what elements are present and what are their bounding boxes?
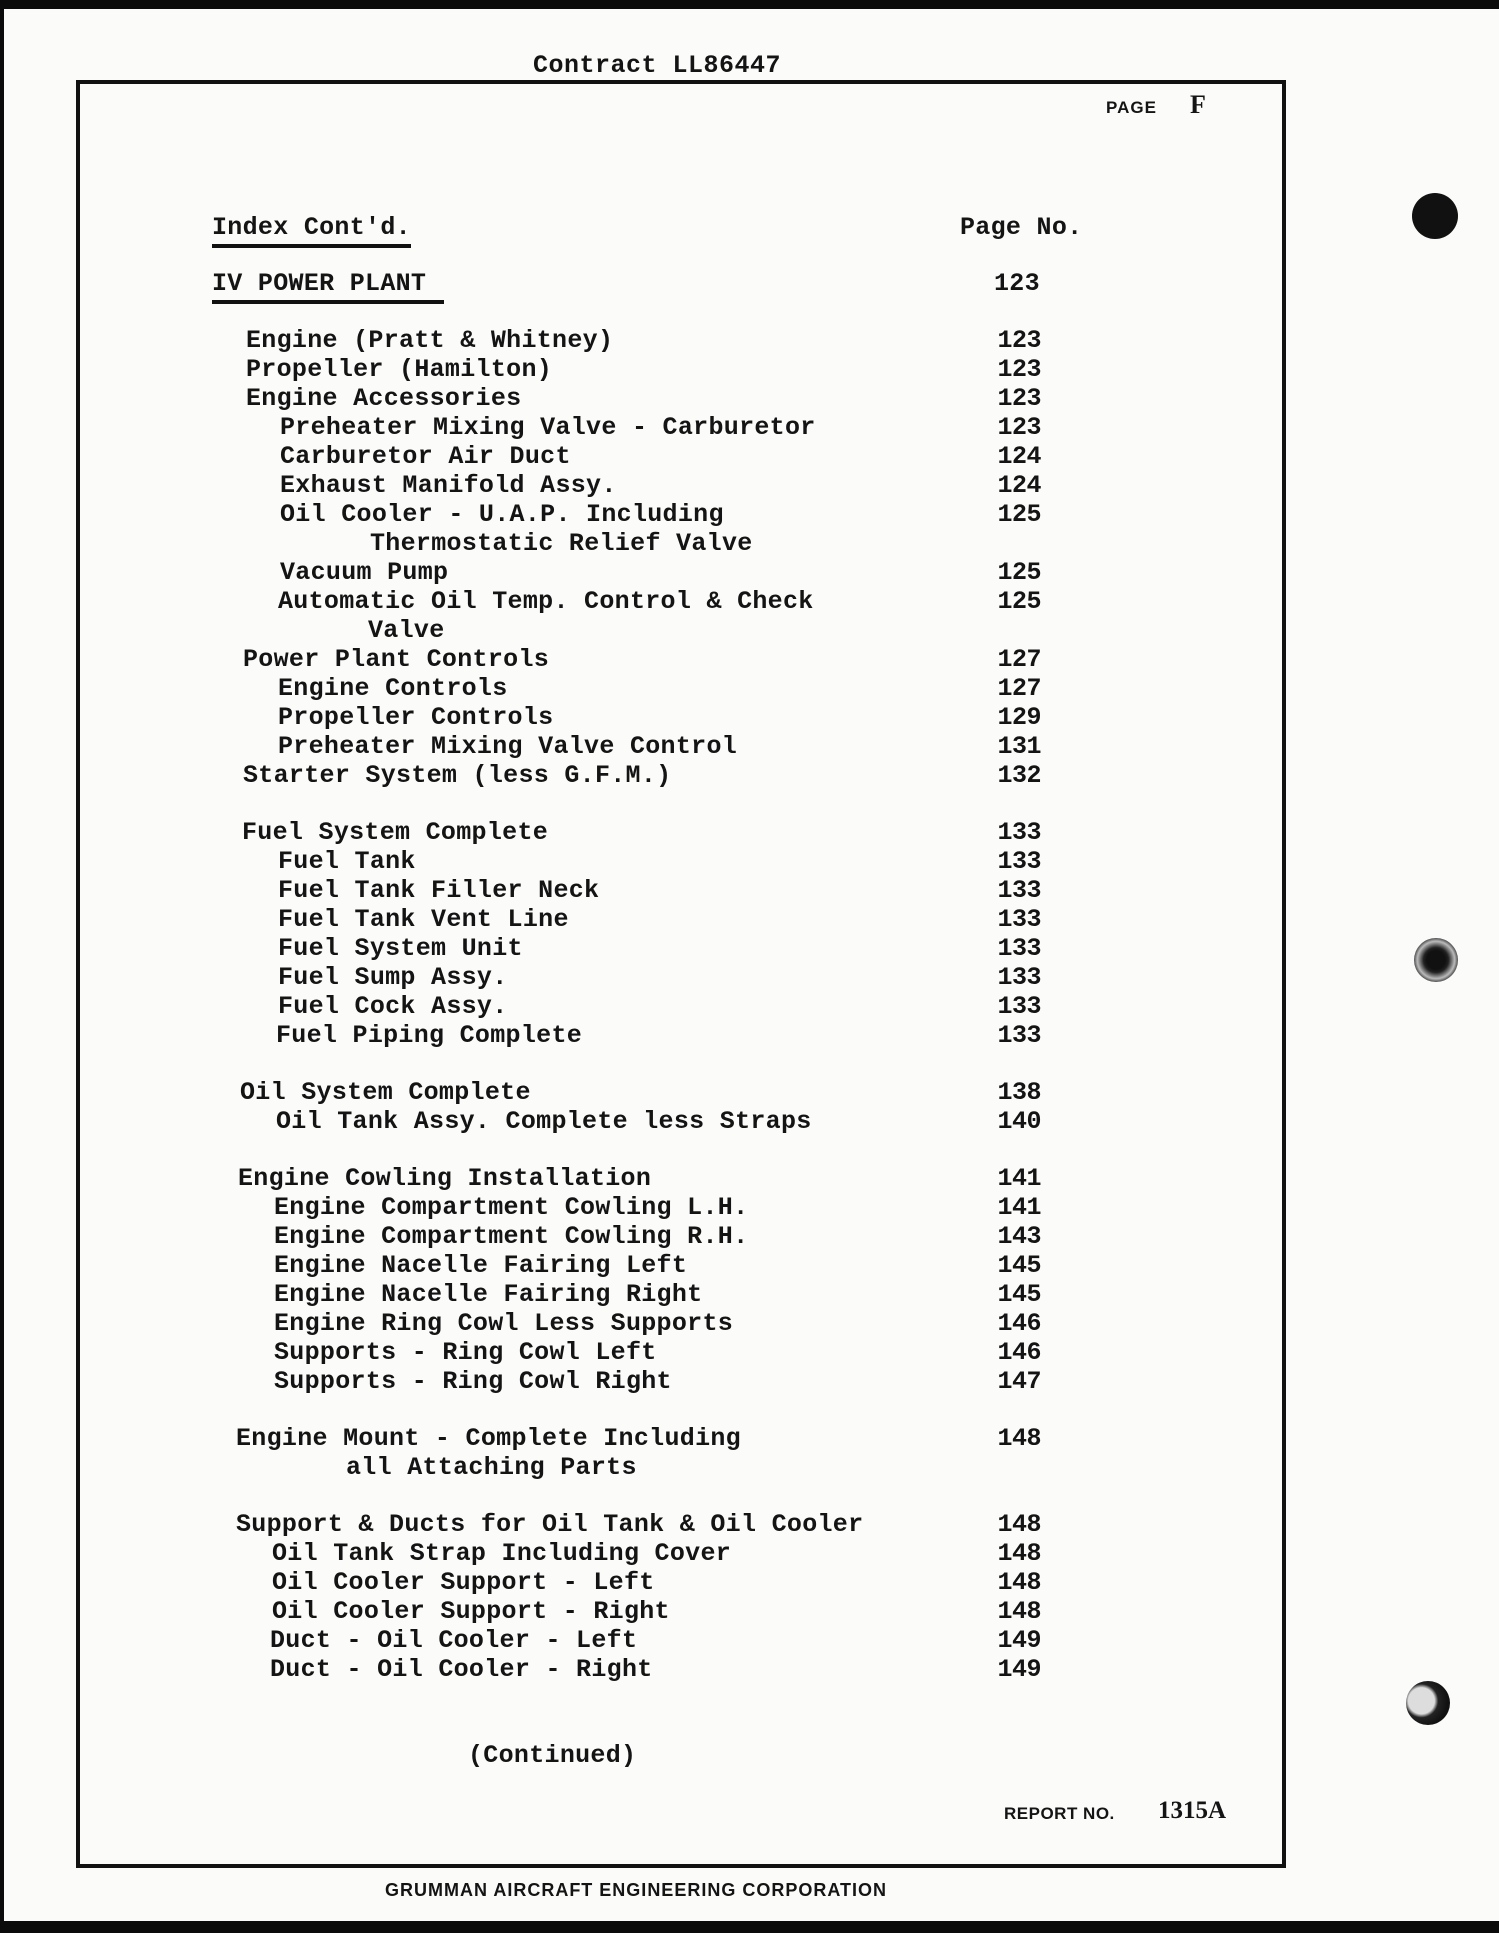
page-letter: F: [1190, 90, 1206, 119]
entry-label: Fuel Tank: [278, 847, 416, 876]
page-no-header: Page No.: [960, 213, 1083, 242]
entry-label: Engine Nacelle Fairing Right: [274, 1280, 703, 1309]
entry-label: Engine Compartment Cowling R.H.: [274, 1222, 749, 1251]
entry-page: 146: [997, 1309, 1041, 1338]
index-entry: [0, 992, 1499, 1021]
entry-label: Thermostatic Relief Valve: [370, 529, 753, 558]
index-entry: [0, 934, 1499, 963]
index-entry: [0, 471, 1499, 500]
entry-label: Supports - Ring Cowl Left: [274, 1338, 657, 1367]
index-entry: [0, 1539, 1499, 1568]
section-title: IV POWER PLANT: [212, 269, 444, 304]
entry-label: Propeller Controls: [278, 703, 554, 732]
entry-label: Vacuum Pump: [280, 558, 449, 587]
entry-page: 138: [997, 1078, 1041, 1107]
entry-page: 149: [997, 1655, 1041, 1684]
index-entry: [0, 1424, 1499, 1453]
entry-label: Oil Cooler Support - Left: [272, 1568, 655, 1597]
index-entry: [0, 1021, 1499, 1050]
entry-label: Engine Cowling Installation: [238, 1164, 652, 1193]
index-entry: [0, 1251, 1499, 1280]
entry-page: 123: [997, 384, 1041, 413]
entry-label: Automatic Oil Temp. Control & Check: [278, 587, 814, 616]
entry-page: 148: [997, 1539, 1041, 1568]
index-entry: [0, 818, 1499, 847]
index-entry: [0, 645, 1499, 674]
entry-label: Fuel Piping Complete: [276, 1021, 583, 1050]
entry-label: Engine (Pratt & Whitney): [246, 326, 614, 355]
entry-page: 148: [997, 1510, 1041, 1539]
index-entry: [0, 761, 1499, 790]
index-entry: [0, 326, 1499, 355]
index-entry: [0, 847, 1499, 876]
index-entry: [0, 1078, 1499, 1107]
entry-label: Duct - Oil Cooler - Right: [270, 1655, 653, 1684]
index-entry: [0, 1107, 1499, 1136]
entry-label: Duct - Oil Cooler - Left: [270, 1626, 638, 1655]
entry-page: 133: [997, 818, 1041, 847]
entry-label: Engine Nacelle Fairing Left: [274, 1251, 688, 1280]
entry-page: 145: [997, 1280, 1041, 1309]
entry-page: 148: [997, 1424, 1041, 1453]
entry-label: Oil Cooler Support - Right: [272, 1597, 670, 1626]
index-entry: [0, 413, 1499, 442]
entry-label: Preheater Mixing Valve - Carburetor: [280, 413, 816, 442]
index-entry: [0, 703, 1499, 732]
entry-label: Oil Tank Strap Including Cover: [272, 1539, 732, 1568]
entry-label: Engine Ring Cowl Less Supports: [274, 1309, 734, 1338]
entry-label: Fuel System Unit: [278, 934, 523, 963]
index-entry: [0, 1164, 1499, 1193]
index-entry: [0, 1626, 1499, 1655]
index-entry: [0, 963, 1499, 992]
entry-page: 123: [997, 355, 1041, 384]
index-entry: [0, 1309, 1499, 1338]
entry-page: 129: [997, 703, 1041, 732]
entry-label: Exhaust Manifold Assy.: [280, 471, 617, 500]
index-entry: [0, 1222, 1499, 1251]
entry-label: Engine Accessories: [246, 384, 522, 413]
entry-page: 140: [997, 1107, 1041, 1136]
punch-hole-icon: [1412, 193, 1458, 239]
entry-label: Carburetor Air Duct: [280, 442, 571, 471]
entry-page: 133: [997, 905, 1041, 934]
index-entry: [0, 1193, 1499, 1222]
page-label: PAGE: [1106, 98, 1157, 117]
entry-page: 147: [997, 1367, 1041, 1396]
index-entry: [0, 876, 1499, 905]
entry-page: 145: [997, 1251, 1041, 1280]
index-entry: [0, 1655, 1499, 1684]
entry-page: 123: [997, 326, 1041, 355]
index-entry-continuation: [0, 616, 1499, 645]
punch-hole-icon: [1406, 1681, 1450, 1725]
entry-label: Fuel System Complete: [242, 818, 549, 847]
entry-label: Oil System Complete: [240, 1078, 531, 1107]
entry-label: Engine Compartment Cowling L.H.: [274, 1193, 749, 1222]
section-page: 123: [994, 269, 1040, 298]
punch-hole-icon: [1414, 938, 1458, 982]
index-entry: [0, 442, 1499, 471]
report-label: REPORT NO.: [1004, 1804, 1115, 1823]
index-entry: [0, 732, 1499, 761]
index-entry-continuation: [0, 1453, 1499, 1482]
index-entry: [0, 1510, 1499, 1539]
entry-page: 133: [997, 1021, 1041, 1050]
entry-label: all Attaching Parts: [346, 1453, 637, 1482]
entry-page: 148: [997, 1568, 1041, 1597]
entry-page: 131: [997, 732, 1041, 761]
index-entry: [0, 1367, 1499, 1396]
entry-label: Valve: [368, 616, 445, 645]
entry-page: 149: [997, 1626, 1041, 1655]
entry-page: 132: [997, 761, 1041, 790]
index-title: Index Cont'd.: [212, 213, 411, 248]
entry-page: 124: [997, 442, 1041, 471]
index-entry: [0, 500, 1499, 529]
entry-label: Fuel Cock Assy.: [278, 992, 508, 1021]
entry-label: Engine Mount - Complete Including: [236, 1424, 741, 1453]
entry-label: Engine Controls: [278, 674, 508, 703]
entry-label: Oil Tank Assy. Complete less Straps: [276, 1107, 812, 1136]
entry-label: Fuel Tank Vent Line: [278, 905, 569, 934]
entry-label: Fuel Sump Assy.: [278, 963, 508, 992]
entry-label: Support & Ducts for Oil Tank & Oil Cooler: [236, 1510, 864, 1539]
entry-page: 148: [997, 1597, 1041, 1626]
index-entry: [0, 674, 1499, 703]
entry-page: 133: [997, 876, 1041, 905]
entry-label: Propeller (Hamilton): [246, 355, 553, 384]
entry-page: 146: [997, 1338, 1041, 1367]
index-entry-continuation: [0, 529, 1499, 558]
entry-page: 141: [997, 1164, 1041, 1193]
entry-label: Fuel Tank Filler Neck: [278, 876, 600, 905]
entry-label: Oil Cooler - U.A.P. Including: [280, 500, 724, 529]
index-entry: [0, 384, 1499, 413]
entry-page: 127: [997, 645, 1041, 674]
continued-note: (Continued): [468, 1741, 637, 1770]
entry-page: 125: [997, 558, 1041, 587]
entry-page: 124: [997, 471, 1041, 500]
entry-page: 143: [997, 1222, 1041, 1251]
contract-number: Contract LL86447: [533, 51, 782, 80]
index-entry: [0, 587, 1499, 616]
entry-label: Supports - Ring Cowl Right: [274, 1367, 672, 1396]
entry-label: Power Plant Controls: [243, 645, 550, 674]
entry-label: Starter System (less G.F.M.): [243, 761, 672, 790]
index-entry: [0, 1568, 1499, 1597]
report-number: 1315A: [1158, 1797, 1227, 1824]
company-name: GRUMMAN AIRCRAFT ENGINEERING CORPORATION: [385, 1880, 887, 1900]
entry-page: 133: [997, 934, 1041, 963]
index-entry: [0, 1280, 1499, 1309]
index-entry: [0, 1338, 1499, 1367]
entry-page: 125: [997, 587, 1041, 616]
index-entry: [0, 1597, 1499, 1626]
entry-page: 125: [997, 500, 1041, 529]
entry-label: Preheater Mixing Valve Control: [278, 732, 738, 761]
index-entry: [0, 905, 1499, 934]
entry-page: 141: [997, 1193, 1041, 1222]
index-entry: [0, 558, 1499, 587]
entry-page: 133: [997, 963, 1041, 992]
entry-page: 123: [997, 413, 1041, 442]
index-entry: [0, 355, 1499, 384]
entry-page: 133: [997, 847, 1041, 876]
entry-page: 127: [997, 674, 1041, 703]
entry-page: 133: [997, 992, 1041, 1021]
